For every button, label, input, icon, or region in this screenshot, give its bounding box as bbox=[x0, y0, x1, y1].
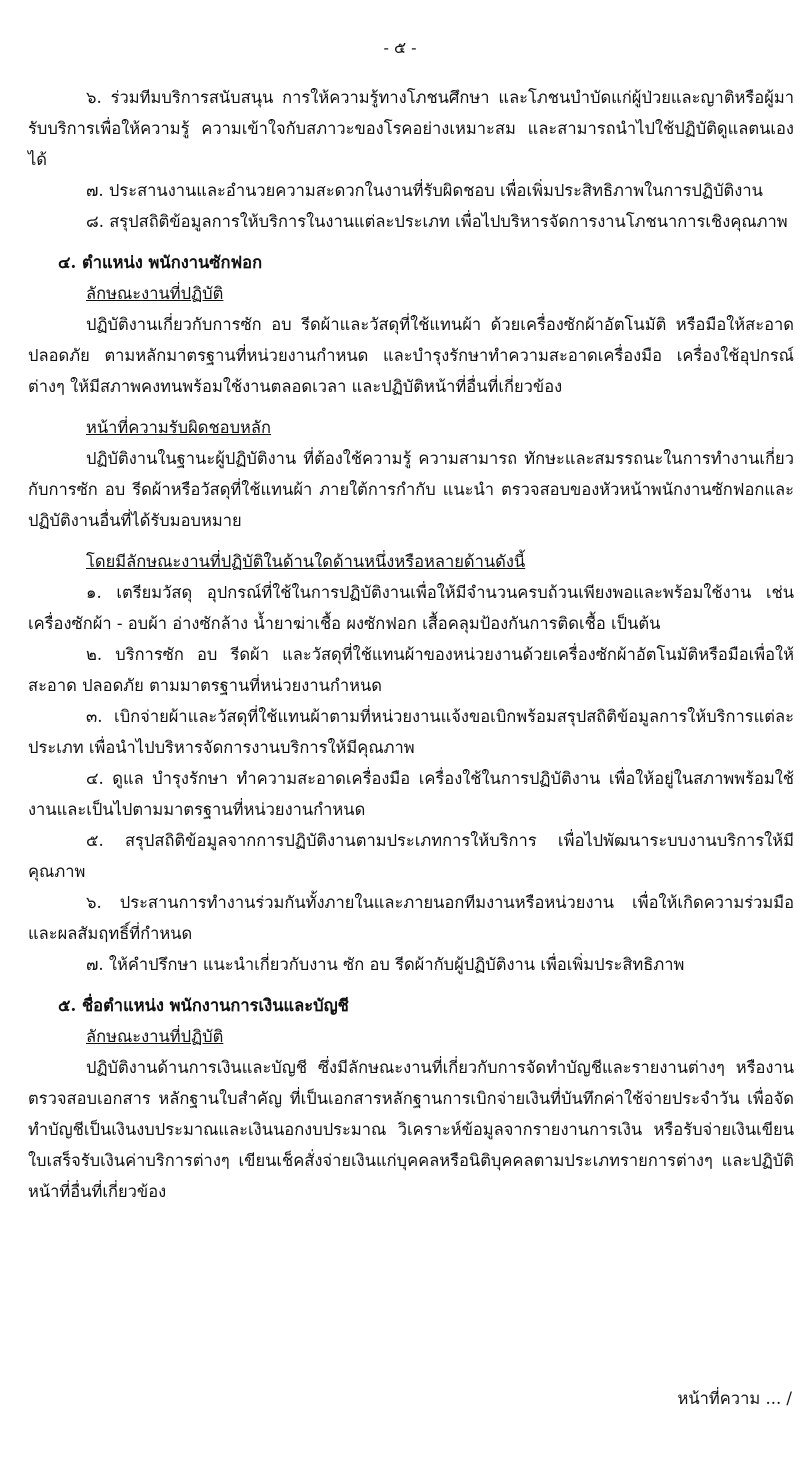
paragraph-laundry-task-4: ๔. ดูแล บำรุงรักษา ทำความสะอาดเครื่องมือ เครื่องใช้ในการปฏิบัติงาน เพื่อให้อยู่ในสภาพพร้อมใช้งานและเป็นไปตามมาตรฐานที่หน่วยงานกำหนด bbox=[28, 769, 794, 819]
paragraph-duty-6: ๖. ร่วมทีมบริการสนับสนุน การให้ความรู้ทางโภชนศึกษา และโภชนบำบัดแก่ผู้ป่วยและญาติหรือผู้มารับบริการเพื่อให้ความรู้ ความเข้าใจกับสภาวะของโรคอย่างเหมาะสม และสามารถนำไปใช้ปฏิบัติดูแลตนเองได้ bbox=[28, 88, 794, 169]
paragraph-duty-7: ๗. ประสานงานและอำนวยความสะดวกในงานที่รับผิดชอบ เพื่อเพิ่มประสิทธิภาพในการปฏิบัติงาน bbox=[86, 181, 763, 200]
paragraph-laundry-task-5: ๕. สรุปสถิติข้อมูลจากการปฏิบัติงานตามประเภทการให้บริการ เพื่อไปพัฒนาระบบงานบริการให้มีคุณภาพ bbox=[28, 831, 794, 881]
paragraph-laundry-description: ปฏิบัติงานเกี่ยวกับการซัก อบ รีดผ้าและวัสดุที่ใช้แทนผ้า ด้วยเครื่องซักผ้าอัตโนมัติ หรือมือให้สะอาด ปลอดภัย ตามหลักมาตรฐานที่หน่วยงานกำหนด และบำรุงรักษาทำความสะอาดเครื่องมือ เครื่องใช้อุปกรณ์ต่างๆ ให้มีสภาพคงทนพร้อมใช้งานตลอดเวลา และปฏิบัติหน้าที่อื่นที่เกี่ยวข้อง bbox=[28, 315, 794, 396]
continuation-note: หน้าที่ความ ... / bbox=[677, 1389, 792, 1408]
section-heading-laundry-worker: ๔. ตำแหน่ง พนักงานซักฟอก bbox=[58, 253, 263, 272]
paragraph-laundry-task-6: ๖. ประสานการทำงานร่วมกันทั้งภายในและภายนอกทีมงานหรือหน่วยงาน เพื่อให้เกิดความร่วมมือและผลสัมฤทธิ์ที่กำหนด bbox=[28, 893, 794, 943]
paragraph-laundry-task-7: ๗. ให้คำปรึกษา แนะนำเกี่ยวกับงาน ซัก อบ รีดผ้ากับผู้ปฏิบัติงาน เพื่อเพิ่มประสิทธิภาพ bbox=[86, 955, 685, 974]
section-heading-finance-worker: ๕. ชื่อตำแหน่ง พนักงานการเงินและบัญชี bbox=[58, 996, 349, 1015]
subheading-main-responsibilities: หน้าที่ความรับผิดชอบหลัก bbox=[86, 418, 272, 437]
paragraph-laundry-responsibilities: ปฏิบัติงานในฐานะผู้ปฏิบัติงาน ที่ต้องใช้ความรู้ ความสามารถ ทักษะและสมรรถนะในการทำงานเกี่ยวกับการซัก อบ รีดผ้าหรือวัสดุที่ใช้แทนผ้า ภายใต้การกำกับ แนะนำ ตรวจสอบของหัวหน้าพนักงานซักฟอกและปฏิบัติงานอื่นที่ได้รับมอบหมาย bbox=[28, 449, 794, 530]
paragraph-laundry-task-3: ๓. เบิกจ่ายผ้าและวัสดุที่ใช้แทนผ้าตามที่หน่วยงานแจ้งขอเบิกพร้อมสรุปสถิติข้อมูลการให้บริการแต่ละประเภท เพื่อนำไปบริหารจัดการงานบริการให้มีคุณภาพ bbox=[28, 707, 794, 757]
subheading-job-characteristics: ลักษณะงานที่ปฏิบัติ bbox=[86, 284, 224, 303]
paragraph-laundry-task-1: ๑. เตรียมวัสดุ อุปกรณ์ที่ใช้ในการปฏิบัติงานเพื่อให้มีจำนวนครบถ้วนเพียงพอและพร้อมใช้งาน เช่น เครื่องซักผ้า - อบผ้า อ่างซักล้าง น้ำยาฆ่าเชื้อ ผงซักฟอก เสื้อคลุมป้องกันการติดเชื้อ เป็นต้น bbox=[28, 583, 794, 633]
document-body bbox=[28, 82, 794, 1207]
page-number: - ๕ - bbox=[383, 38, 417, 57]
paragraph-laundry-task-2: ๒. บริการซัก อบ รีดผ้า และวัสดุที่ใช้แทนผ้าของหน่วยงานด้วยเครื่องซักผ้าอัตโนมัติหรือมือเพื่อให้สะอาด ปลอดภัย ตามมาตรฐานที่หน่วยงานกำหนด bbox=[28, 645, 794, 695]
subheading-task-areas: โดยมีลักษณะงานที่ปฏิบัติในด้านใดด้านหนึ่งหรือหลายด้านดังนี้ bbox=[86, 552, 526, 571]
subheading-finance-job-characteristics: ลักษณะงานที่ปฏิบัติ bbox=[86, 1027, 224, 1046]
paragraph-duty-8: ๘. สรุปสถิติข้อมูลการให้บริการในงานแต่ละประเภท เพื่อไปบริหารจัดการงานโภชนาการเชิงคุณภาพ bbox=[86, 212, 788, 231]
paragraph-finance-description: ปฏิบัติงานด้านการเงินและบัญชี ซึ่งมีลักษณะงานที่เกี่ยวกับการจัดทำบัญชีและรายงานต่างๆ หรืองานตรวจสอบเอกสาร หลักฐานใบสำคัญ ที่เป็นเอกสารหลักฐานการเบิกจ่ายเงินที่บันทึกค่าใช้จ่ายประจำวัน เพื่อจัดทำบัญชีเป็นเงินงบประมาณและเงินนอกงบประมาณ วิเคราะห์ข้อมูลจากรายงานการเงิน หรือรับจ่ายเงินเขียนใบเสร็จรับเงินค่าบริการต่างๆ เขียนเช็คสั่งจ่ายเงินแก่บุคคลหรือนิติบุคคลตามประเภทรายการต่างๆ และปฏิบัติหน้าที่อื่นที่เกี่ยวข้อง bbox=[28, 1058, 794, 1201]
